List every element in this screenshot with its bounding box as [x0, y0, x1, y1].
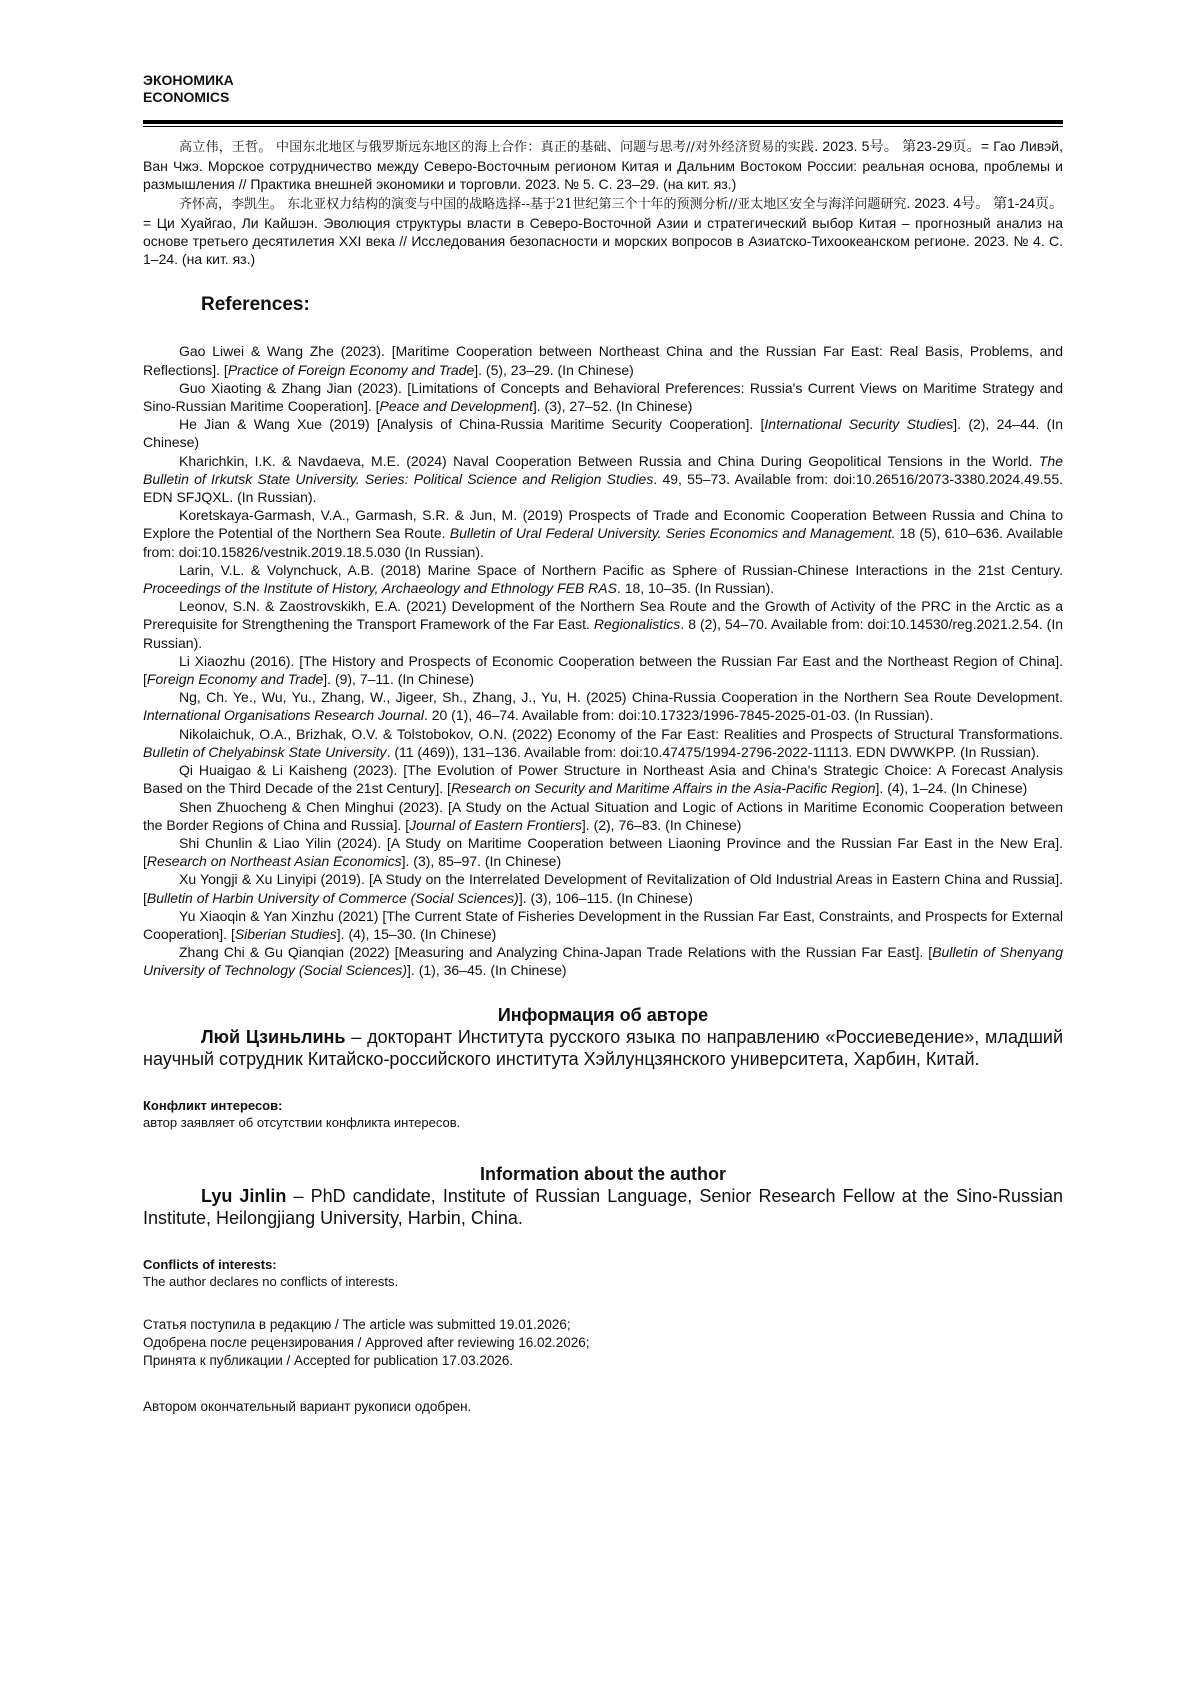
reference-body: Shen Zhuocheng & Chen Minghui (2023). [A Study on the Actual Situation and Logic of Actions in Maritime Economic Cooperation between the Border Regions of China and Russia]. [: [143, 798, 1063, 833]
references-list: [143, 342, 1063, 979]
author-name-ru: Люй Цзиньлинь: [201, 1026, 346, 1047]
reference-source: Journal of Eastern Frontiers: [409, 816, 582, 833]
reference-item: [143, 342, 1063, 378]
reference-tail: ]. (3), 27–52. (In Chinese): [532, 398, 693, 415]
reference-item: [143, 798, 1063, 834]
date-accepted: Принята к публикации / Accepted for publication 17.03.2026.: [143, 1352, 514, 1368]
reference-source: Proceedings of the Institute of History, Archaeology and Ethnology FEB RAS: [143, 580, 617, 597]
author-description-en: – PhD candidate, Institute of Russian Language, Senior Research Fellow at the Sino-Russian Institute, Heilongjiang University, Harbin, China.: [143, 1185, 1064, 1229]
reference-source: International Organisations Research Journal: [143, 707, 424, 724]
reference-item: [143, 415, 1063, 451]
reference-body: Gao Liwei & Wang Zhe (2023). [Maritime Cooperation between Northeast China and the Russian Far East: Real Basis, Problems, and Reflections]. [: [143, 343, 1063, 378]
date-approved: Одобрена после рецензирования / Approved after reviewing 16.02.2026;: [143, 1334, 590, 1350]
final-note: Автором окончательный вариант рукописи одобрен.: [143, 1398, 472, 1414]
reference-tail: ]. (4), 15–30. (In Chinese): [336, 925, 497, 942]
chinese-reference: [143, 137, 1063, 194]
reference-body: Yu Xiaoqin & Yan Xinzhu (2021) [The Current State of Fisheries Development in the Russian Far East, Constraints, and Prospects for External Cooperation]. [: [143, 907, 1063, 942]
reference-chinese-details: 2023. 5号。 第23-29页。=: [818, 138, 994, 154]
reference-tail: ]. (2), 76–83. (In Chinese): [581, 816, 742, 833]
reference-source: International Security Studies: [764, 416, 954, 433]
conflict-text-en: The author declares no conflicts of interests.: [143, 1273, 399, 1289]
author-info-title-ru: Информация об авторе: [497, 1004, 709, 1025]
reference-tail: ]. (5), 23–29. (In Chinese): [474, 361, 634, 378]
reference-body: Li Xiaozhu (2016). [The History and Prospects of Economic Cooperation between the Russian Far East and the Northeast Region of China]. [: [143, 652, 1063, 688]
reference-item: [143, 506, 1063, 561]
header-rule-thin: [143, 126, 1063, 127]
reference-body: Larin, V.L. & Volynchuck, A.B. (2018) Marine Space of Northern Pacific as Sphere of Russian-Chinese Interactions in the 21st Century.: [179, 561, 1063, 578]
reference-body: Qi Huaigao & Li Kaisheng (2023). [The Evolution of Power Structure in Northeast Asia and China's Strategic Choice: A Forecast Analysis Based on the Third Decade of the 21st Century]. [: [143, 762, 1063, 797]
reference-source: Practice of Foreign Economy and Trade: [227, 361, 475, 378]
reference-body: Kharichkin, I.K. & Navdaeva, M.E. (2024) Naval Cooperation Between Russia and China During Geopolitical Tensions in the World.: [179, 452, 1039, 469]
reference-item: [143, 379, 1063, 415]
chinese-reference: [143, 194, 1063, 269]
reference-tail: . 8 (2), 54–70. Available from: doi:10.14530/reg.2021.2.54. (In Russian).: [143, 616, 1063, 651]
reference-body: Ng, Ch. Ye., Wu, Yu., Zhang, W., Jigeer, Sh., Zhang, J., Yu, H. (2025) China-Russia Cooperation in the Northern Sea Route Development.: [179, 689, 1063, 706]
reference-russian-translation: Гао Ливэй, Ван Чжэ. Морское сотрудничество между Северо-Восточным регионом Китая и Дальним Востоком России: реальная основа, проблемы и размышления // Практика внешней экономики и торговли. 2023. № 5. С. 23–29. (на кит. яз.): [143, 138, 1063, 193]
references-title: References:: [201, 294, 310, 316]
reference-tail: ]. (1), 36–45. (In Chinese): [407, 962, 567, 979]
author-info-ru: [143, 1026, 1063, 1071]
date-submitted: Статья поступила в редакцию / The article was submitted 19.01.2026;: [143, 1316, 571, 1332]
reference-chinese-text: 高立伟，王哲。 中国东北地区与俄罗斯远东地区的海上合作：真正的基础、问题与思考//对外经济贸易的实践.: [179, 140, 819, 155]
reference-item: [143, 597, 1063, 652]
chinese-references: [143, 137, 1063, 268]
reference-source: Peace and Development: [379, 398, 533, 415]
author-info-en: [143, 1185, 1063, 1230]
conflict-text-ru: автор заявляет об отсутствии конфликта интересов.: [143, 1114, 461, 1130]
reference-body: Xu Yongji & Xu Linyipi (2019). [A Study on the Interrelated Development of Revitalization of Old Industrial Areas in Eastern China and Russia]. [: [143, 871, 1063, 906]
header-section-ru: ЭКОНОМИКА: [143, 72, 234, 88]
reference-tail: ]. (9), 7–11. (In Chinese): [323, 671, 474, 688]
author-description-ru: – докторант Института русского языка по направлению «Россиеведение», младший научный сотрудник Китайско-российского института Хэйлунцзянского университета, Харбин, Китай.: [143, 1026, 1064, 1070]
author-name-en: Lyu Jinlin: [201, 1185, 287, 1206]
reference-body: Guo Xiaoting & Zhang Jian (2023). [Limitations of Concepts and Behavioral Preferences: Russia's Current Views on Maritime Strategy and Sino-Russian Maritime Cooperation]. [: [143, 379, 1063, 415]
reference-body: Leonov, S.N. & Zaostrovskikh, E.A. (2021) Development of the Northern Sea Route and the Growth of Activity of the PRC in the Arctic as a Prerequisite for Strengthening the Transport Framework of the Far East.: [143, 598, 1063, 633]
reference-body: Shi Chunlin & Liao Yilin (2024). [A Study on Maritime Cooperation between Liaoning Province and the Russian Far East in the New Era]. [: [143, 834, 1063, 870]
reference-source: Regionalistics: [593, 616, 681, 633]
reference-item: [143, 652, 1063, 688]
reference-body: Koretskaya-Garmash, V.A., Garmash, S.R. & Jun, M. (2019) Prospects of Trade and Economic Cooperation Between Russia and China to Explore the Potential of the Northern Sea Route.: [143, 507, 1063, 542]
reference-item: [143, 725, 1063, 761]
reference-tail: . 20 (1), 46–74. Available from: doi:10.17323/1996-7845-2025-01-03. (In Russian).: [423, 707, 934, 724]
reference-tail: ]. (4), 1–24. (In Chinese): [875, 780, 1028, 797]
reference-item: [143, 943, 1063, 979]
reference-body: Nikolaichuk, O.A., Brizhak, O.V. & Tolstobokov, O.N. (2022) Economy of the Far East: Realities and Prospects of Structural Transformations.: [179, 725, 1063, 742]
reference-item: [143, 907, 1063, 943]
reference-item: [143, 834, 1063, 870]
reference-tail: ]. (2), 24–44. (In Chinese): [143, 416, 1064, 451]
reference-item: [143, 452, 1063, 507]
reference-source: Research on Security and Maritime Affairs in the Asia-Pacific Region: [450, 780, 876, 797]
reference-chinese-details: 2023. 4号。 第1-24页。=: [143, 194, 1063, 231]
reference-source: Bulletin of Chelyabinsk State University: [143, 743, 387, 760]
reference-body: Zhang Chi & Gu Qianqian (2022) [Measuring and Analyzing China-Japan Trade Relations with the Russian Far East]. [: [179, 944, 933, 961]
running-header: [143, 72, 1063, 106]
reference-source: The Bulletin of Irkutsk State University. Series: Political Science and Religion Studies: [143, 452, 1063, 487]
reference-item: [143, 870, 1063, 906]
reference-item: [143, 688, 1063, 724]
reference-tail: 18 (5), 610–636. Available from: doi:10.15826/vestnik.2019.18.5.030 (In Russian).: [143, 525, 1064, 560]
submission-dates: [143, 1316, 1063, 1370]
conflict-title-ru: Конфликт интересов:: [143, 1097, 283, 1113]
header-rule-thick: [143, 120, 1063, 124]
reference-tail: . 18, 10–35. (In Russian).: [616, 580, 775, 597]
reference-body: He Jian & Wang Xue (2019) [Analysis of China-Russia Maritime Security Cooperation]. [: [179, 416, 765, 433]
reference-source: Foreign Economy and Trade: [146, 671, 324, 688]
reference-source: Bulletin of Harbin University of Commerce (Social Sciences): [146, 889, 519, 906]
reference-tail: ]. (3), 106–115. (In Chinese): [518, 889, 693, 906]
reference-item: [143, 561, 1063, 597]
reference-tail: ]. (3), 85–97. (In Chinese): [401, 853, 562, 870]
reference-source: Bulletin of Shenyang University of Technology (Social Sciences): [143, 944, 1063, 979]
header-section-en: ECONOMICS: [143, 89, 230, 105]
page: [143, 72, 1063, 1416]
author-info-title-en: Information about the author: [480, 1163, 726, 1184]
conflict-title-en: Conflicts of interests:: [143, 1256, 277, 1272]
reference-tail: . 49, 55–73. Available from: doi:10.26516/2073-3380.2024.49.55. EDN SFJQXL. (In Russian).: [143, 470, 1063, 506]
reference-russian-translation: Ци Хуайгао, Ли Кайшэн. Эволюция структуры власти в Северо-Восточной Азии и стратегический выбор Китая – прогнозный анализ на основе третьего десятилетия XXI века // Исследования безопасности и морских вопросов в Азиатско-Тихоокеанском регионе. 2023. № 4. С. 1–24. (на кит. яз.): [143, 214, 1063, 268]
reference-item: [143, 761, 1063, 797]
reference-chinese-text: 齐怀高，李凯生。 东北亚权力结构的演变与中国的战略选择--基于21世纪第三个十年的预测分析//亚太地区安全与海洋问题研究.: [179, 196, 911, 212]
reference-tail: . (11 (469)), 131–136. Available from: doi:10.47475/1994-2796-2022-11113. EDN DWWKPP. (In Russian).: [386, 743, 1040, 760]
reference-source: Siberian Studies: [234, 925, 337, 942]
reference-source: Bulletin of Ural Federal University. Series Economics and Management.: [449, 525, 896, 542]
reference-source: Research on Northeast Asian Economics: [146, 853, 402, 870]
